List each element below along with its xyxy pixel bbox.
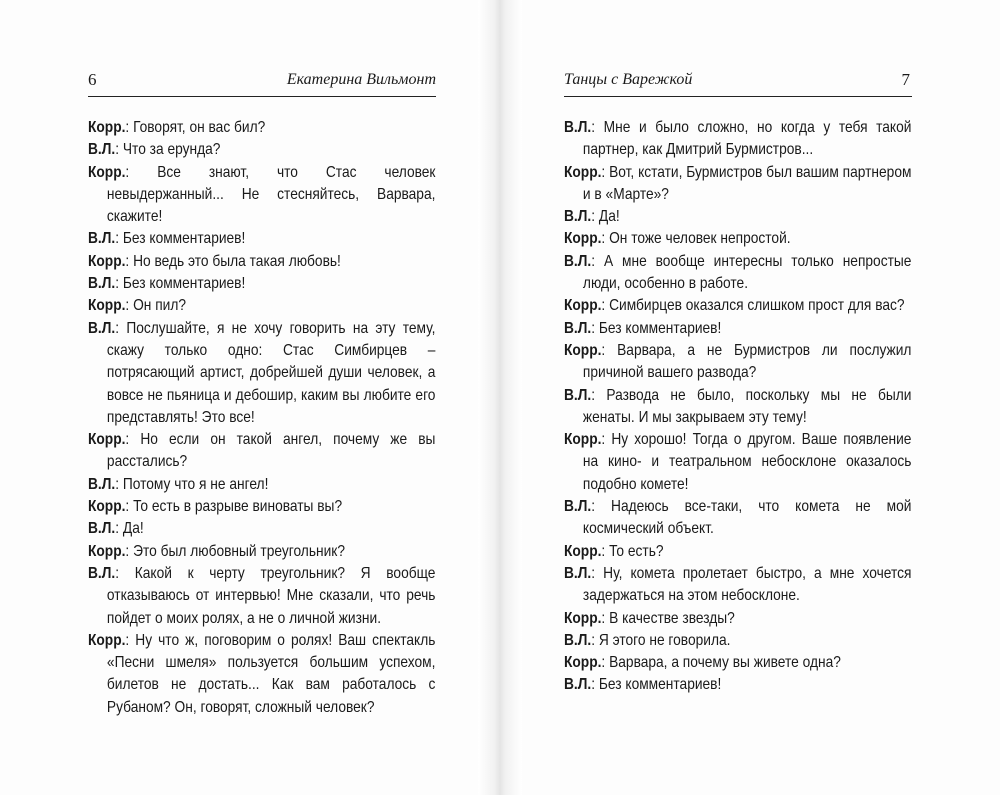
speaker-label: Корр. — [564, 341, 602, 359]
speaker-label: Корр. — [564, 230, 602, 248]
dialogue-paragraph — [88, 630, 435, 719]
dialogue-paragraph — [564, 340, 911, 385]
speaker-label: В.Л. — [564, 319, 592, 337]
dialogue-text: : Без комментариев! — [591, 676, 722, 694]
dialogue-paragraph — [564, 674, 911, 696]
dialogue-text: : Он пил? — [125, 297, 187, 315]
speaker-label: Корр. — [88, 631, 126, 649]
dialogue-text: : То есть в разрыве виноваты вы? — [125, 498, 343, 516]
dialogue-paragraph — [564, 541, 911, 563]
speaker-label: Корр. — [564, 542, 602, 560]
dialogue-paragraph — [564, 295, 911, 317]
dialogue-text: : В качестве звезды? — [601, 609, 735, 627]
dialogue-text: : Он тоже человек непростой. — [601, 230, 791, 248]
right-running-head: Танцы с Варежкой — [564, 71, 693, 88]
left-page — [88, 0, 436, 795]
speaker-label: В.Л. — [564, 119, 592, 136]
dialogue-paragraph — [88, 228, 435, 250]
dialogue-paragraph — [564, 206, 911, 228]
dialogue-text: : А мне вообще интересны только непростые люди, особенно в работе. — [582, 252, 912, 293]
dialogue-text: : Мне и было сложно, но когда у тебя такой партнер, как Дмитрий Бурмистров... — [582, 119, 912, 159]
dialogue-paragraph — [88, 162, 435, 229]
dialogue-text: : Я этого не говорила. — [591, 631, 731, 649]
right-page — [564, 0, 912, 795]
dialogue-text: : Ну что ж, поговорим о ролях! Ваш спектакль «Песни шмеля» пользуется большим успехом, билетов не достать... Как вам работалось с Рубаном? Он, говорят, сложный человек? — [106, 631, 436, 716]
speaker-label: В.Л. — [88, 319, 116, 337]
speaker-label: Корр. — [564, 654, 602, 672]
left-running-head: Екатерина Вильмонт — [286, 71, 436, 88]
speaker-label: В.Л. — [564, 564, 592, 582]
speaker-label: В.Л. — [564, 631, 592, 649]
dialogue-text: : Надеюсь все-таки, что комета не мой космический объект. — [582, 498, 912, 538]
left-header-rule — [88, 96, 436, 97]
right-page-body — [564, 117, 911, 697]
dialogue-text: : Ну хорошо! Тогда о другом. Ваше появление на кино- и театральном небосклоне оказалось подобно комете! — [582, 431, 912, 493]
speaker-label: Корр. — [88, 297, 126, 315]
dialogue-text: : Какой к черту треугольник? Я вообще отказываюсь от интервью! Мне сказали, что речь пойдет о моих ролях, а не о личной жизни. — [106, 564, 436, 627]
dialogue-paragraph — [564, 563, 911, 608]
speaker-label: В.Л. — [88, 275, 116, 293]
dialogue-text: : Симбирцев оказался слишком прост для вас? — [601, 297, 905, 315]
dialogue-text: : Ну, комета пролетает быстро, а мне хочется задержаться на этом небосклоне. — [582, 564, 912, 605]
dialogue-text: : Все знают, что Стас человек невыдержанный... Не стесняйтесь, Варвара, скажите! — [106, 163, 436, 226]
speaker-label: В.Л. — [88, 230, 116, 248]
speaker-label: Корр. — [88, 252, 126, 270]
speaker-label: Корр. — [88, 498, 126, 516]
dialogue-text: : Варвара, а не Бурмистров ли послужил причиной вашего развода? — [582, 341, 912, 382]
right-page-number: 7 — [901, 70, 910, 89]
dialogue-paragraph — [88, 429, 435, 474]
dialogue-paragraph — [88, 563, 435, 630]
dialogue-text: : Без комментариев! — [115, 230, 246, 248]
right-header-rule — [564, 96, 912, 97]
dialogue-paragraph — [564, 385, 911, 430]
dialogue-text: : Но ведь это была такая любовь! — [125, 252, 341, 270]
speaker-label: Корр. — [88, 542, 126, 560]
dialogue-text: : То есть? — [601, 542, 664, 560]
dialogue-text: : Без комментариев! — [115, 275, 246, 293]
speaker-label: Корр. — [564, 431, 602, 449]
dialogue-paragraph — [88, 518, 435, 540]
dialogue-paragraph — [88, 474, 435, 496]
dialogue-paragraph — [564, 496, 911, 541]
dialogue-text: : Потому что я не ангел! — [115, 475, 269, 493]
dialogue-paragraph — [564, 251, 911, 296]
speaker-label: В.Л. — [564, 386, 592, 404]
speaker-label: Корр. — [88, 163, 126, 181]
dialogue-text: : Да! — [591, 208, 620, 226]
dialogue-text: : Это был любовный треугольник? — [125, 542, 345, 560]
dialogue-text: : Варвара, а почему вы живете одна? — [601, 654, 841, 672]
speaker-label: В.Л. — [564, 208, 592, 226]
dialogue-text: : Говорят, он вас бил? — [125, 119, 266, 136]
dialogue-paragraph — [564, 318, 911, 340]
left-page-header — [88, 70, 436, 94]
speaker-label: Корр. — [564, 163, 602, 181]
speaker-label: В.Л. — [564, 498, 592, 516]
dialogue-text: : Да! — [115, 520, 144, 538]
dialogue-paragraph — [88, 139, 435, 161]
dialogue-text: : Без комментариев! — [591, 319, 722, 337]
dialogue-paragraph — [564, 117, 911, 162]
dialogue-text: : Развода не было, поскольку мы не были женаты. И мы закрываем эту тему! — [582, 386, 912, 426]
dialogue-paragraph — [564, 608, 911, 630]
speaker-label: Корр. — [564, 297, 602, 315]
left-page-body — [88, 117, 435, 719]
speaker-label: Корр. — [88, 431, 126, 449]
dialogue-paragraph — [564, 228, 911, 250]
dialogue-paragraph — [88, 295, 435, 317]
dialogue-text: : Что за ерунда? — [115, 141, 221, 159]
dialogue-paragraph — [564, 162, 911, 207]
dialogue-paragraph — [564, 652, 911, 674]
speaker-label: Корр. — [88, 119, 126, 136]
speaker-label: Корр. — [564, 609, 602, 627]
dialogue-paragraph — [88, 318, 435, 429]
dialogue-paragraph — [564, 429, 911, 496]
left-page-number: 6 — [88, 70, 97, 89]
dialogue-text: : Но если он такой ангел, почему же вы расстались? — [106, 431, 436, 471]
speaker-label: В.Л. — [564, 252, 592, 270]
dialogue-paragraph — [88, 117, 435, 139]
dialogue-text: : Вот, кстати, Бурмистров был вашим партнером и в «Марте»? — [582, 163, 912, 203]
dialogue-paragraph — [88, 496, 435, 518]
speaker-label: В.Л. — [88, 564, 116, 582]
book-gutter — [478, 0, 522, 795]
speaker-label: В.Л. — [88, 475, 116, 493]
speaker-label: В.Л. — [88, 141, 116, 159]
dialogue-paragraph — [88, 273, 435, 295]
dialogue-paragraph — [88, 251, 435, 273]
right-page-header — [564, 70, 912, 94]
dialogue-paragraph — [88, 541, 435, 563]
dialogue-text: : Послушайте, я не хочу говорить на эту тему, скажу только одно: Стас Симбирцев – потрясающий артист, добрейшей души человек, а вовсе не пьяница и дебошир, каким вы любите его представлять! Это все! — [106, 319, 436, 426]
dialogue-paragraph — [564, 630, 911, 652]
speaker-label: В.Л. — [564, 676, 592, 694]
speaker-label: В.Л. — [88, 520, 116, 538]
